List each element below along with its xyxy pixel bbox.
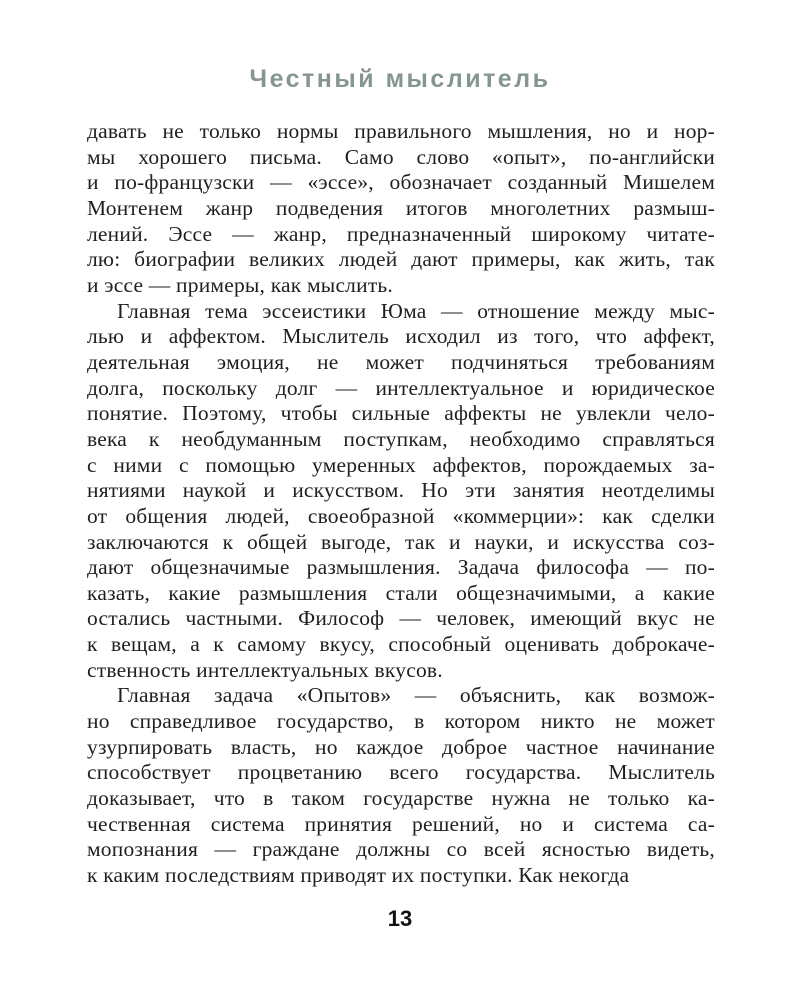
text-line: лений. Эссе — жанр, предназначенный широкому читате- xyxy=(87,221,715,246)
text-block xyxy=(87,119,715,889)
text-line: но справедливое государство, в котором никто не может xyxy=(87,709,715,734)
text-line: узурпировать власть, но каждое доброе частное начинание xyxy=(87,734,715,759)
paragraph xyxy=(87,683,715,888)
text-line: дают общезначимые размышления. Задача философа — по- xyxy=(87,555,715,580)
text-line: доказывает, что в таком государстве нужна не только ка- xyxy=(87,786,715,811)
text-line: лью и аффектом. Мыслитель исходил из того, что аффект, xyxy=(87,324,715,349)
text-line: Монтенем жанр подведения итогов многолетних размыш- xyxy=(87,195,715,220)
text-line: чественная система принятия решений, но и система са- xyxy=(87,811,715,836)
text-line: остались частными. Философ — человек, имеющий вкус не xyxy=(87,606,715,631)
text-line: ственность интеллектуальных вкусов. xyxy=(87,657,443,682)
text-line: лю: биографии великих людей дают примеры, как жить, так xyxy=(87,247,715,272)
running-head: Честный мыслитель xyxy=(249,65,551,93)
text-line: деятельная эмоция, не может подчиняться требованиям xyxy=(87,349,715,374)
paragraph xyxy=(87,299,715,684)
text-line: Главная задача «Опытов» — объяснить, как возмож- xyxy=(117,683,715,708)
text-line: Главная тема эссеистики Юма — отношение между мыс- xyxy=(117,298,715,323)
text-line: давать не только нормы правильного мышления, но и нор- xyxy=(87,119,715,143)
text-line: с ними с помощью умеренных аффектов, порождаемых за- xyxy=(87,452,715,477)
text-line: от общения людей, своеобразной «коммерции»: как сделки xyxy=(87,503,715,528)
text-line: нятиями наукой и искусством. Но эти занятия неотделимы xyxy=(87,478,715,503)
text-line: мы хорошего письма. Само слово «опыт», по-английски xyxy=(87,144,715,169)
text-line: к каким последствиям приводят их поступки. Как некогда xyxy=(87,863,630,888)
text-line: века к необдуманным поступкам, необходимо справляться xyxy=(87,426,715,451)
text-line: мопознания — граждане должны со всей ясностью видеть, xyxy=(87,837,715,862)
page-number: 13 xyxy=(387,906,413,931)
text-line: к вещам, а к самому вкусу, способный оценивать доброкаче- xyxy=(87,632,715,657)
text-line: понятие. Поэтому, чтобы сильные аффекты не увлекли чело- xyxy=(87,401,715,426)
text-line: долга, поскольку долг — интеллектуальное и юридическое xyxy=(87,375,715,400)
paragraph xyxy=(87,119,715,299)
text-line: казать, какие размышления стали общезначимыми, а какие xyxy=(87,580,715,605)
text-line: и эссе — примеры, как мыслить. xyxy=(87,272,393,297)
text-line: способствует процветанию всего государства. Мыслитель xyxy=(87,760,715,785)
text-line: и по-французски — «эссе», обозначает созданный Мишелем xyxy=(87,170,715,195)
text-line: заключаются к общей выгоде, так и науки, и искусства соз- xyxy=(87,529,715,554)
